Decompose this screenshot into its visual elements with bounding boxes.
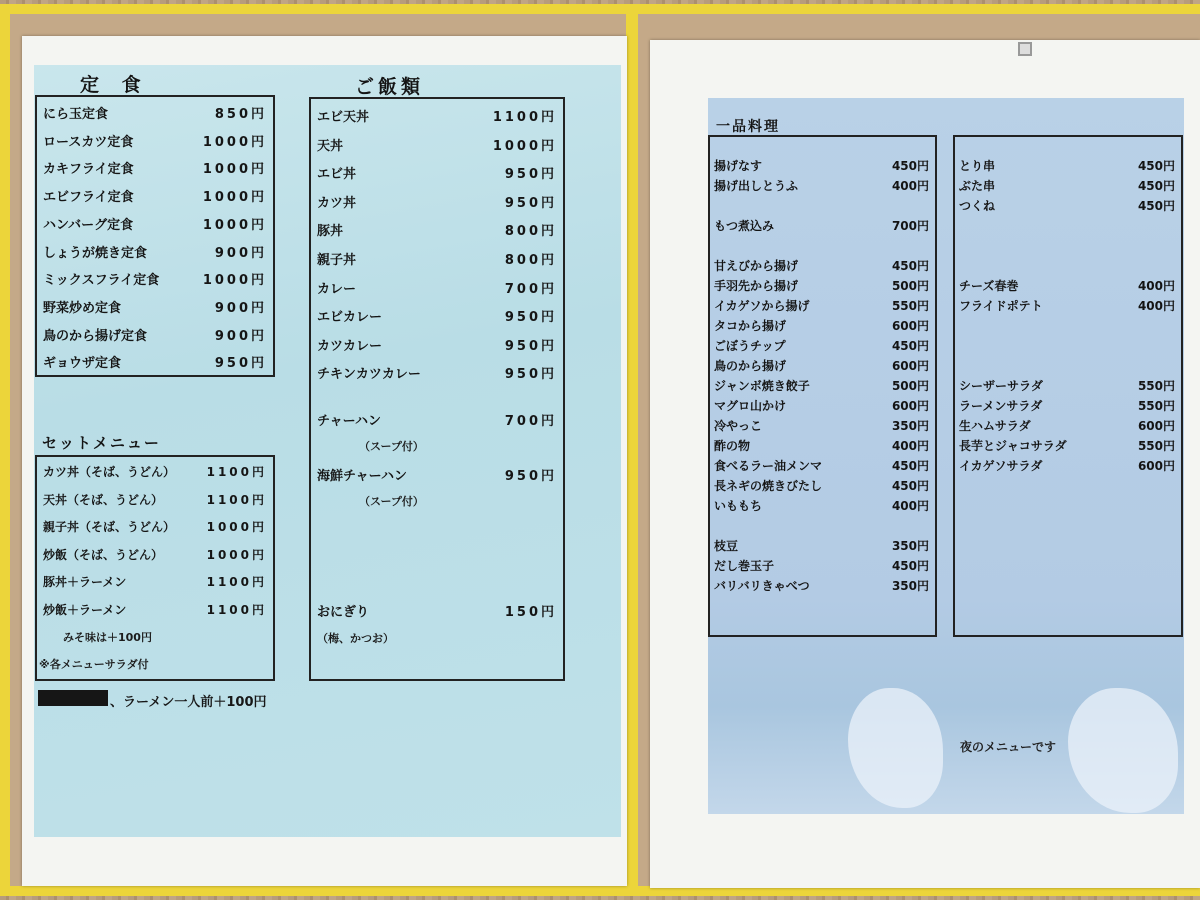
menu-item	[317, 278, 557, 297]
menu-item-name: 甘えびから揚げ	[714, 259, 799, 273]
teishoku-box	[35, 95, 275, 377]
menu-item	[317, 335, 557, 354]
menu-item-price: 1100円	[492, 110, 557, 125]
menu-item	[43, 269, 267, 288]
menu-item	[317, 163, 557, 182]
menu-item	[714, 537, 929, 554]
menu-item-price: 550円	[1137, 399, 1175, 413]
menu-item-price: 1000円	[206, 520, 267, 535]
menu-item-price: 600円	[891, 319, 929, 333]
menu-item	[714, 457, 929, 474]
water-stain	[848, 688, 943, 808]
menu-item-price: 950円	[504, 469, 557, 484]
menu-item-price: 950円	[214, 356, 267, 372]
menu-item-name: 天丼	[317, 138, 344, 154]
menu-item-name: いももち	[714, 499, 763, 513]
menu-item-name: ぶた串	[959, 179, 996, 193]
menu-item	[714, 437, 929, 454]
menu-item-price: 150円	[504, 605, 557, 620]
menu-item-price: 400円	[891, 499, 929, 513]
menu-note: （スープ付）	[359, 440, 424, 453]
menu-note: みそ味は＋100円	[63, 631, 152, 644]
menu-item	[317, 306, 557, 325]
menu-item-price: 900円	[214, 300, 267, 316]
menu-note: ※各メニューサラダ付	[39, 658, 149, 671]
gohan-box	[309, 97, 565, 681]
menu-item	[959, 397, 1175, 414]
gohan-heading: ご飯類	[355, 76, 425, 98]
menu-item-name: 枝豆	[714, 539, 739, 553]
set-menu-heading: セットメニュー	[42, 434, 161, 452]
menu-item-name: イカゲソから揚げ	[714, 299, 810, 313]
menu-item-name: 鳥のから揚げ定食	[43, 328, 148, 344]
menu-item-name: 揚げなす	[714, 159, 763, 173]
menu-item-name: エビカレー	[317, 310, 383, 326]
menu-item-price: 1000円	[202, 134, 267, 150]
menu-item	[43, 601, 267, 618]
menu-item	[43, 491, 267, 508]
set-menu-box	[35, 455, 275, 681]
menu-item-name: 炒飯（そば、うどん）	[43, 547, 164, 562]
menu-item	[714, 477, 929, 494]
ippin-left-box	[708, 135, 937, 637]
menu-item	[959, 437, 1175, 454]
menu-item-name: しょうが焼き定食	[43, 245, 148, 261]
menu-item-price: 450円	[891, 459, 929, 473]
menu-item-price: 450円	[1137, 159, 1175, 173]
menu-note: （スープ付）	[359, 495, 424, 508]
menu-item-name: エビ丼	[317, 167, 357, 183]
menu-item	[43, 518, 267, 535]
menu-item-name: ロースカツ定食	[43, 134, 134, 150]
tape-mark	[1018, 42, 1032, 56]
menu-item-name: ミックスフライ定食	[43, 273, 160, 289]
menu-item-name: 揚げ出しとうふ	[714, 179, 799, 193]
menu-item	[959, 177, 1175, 194]
menu-item-price: 1000円	[492, 138, 557, 154]
menu-item-name: ハンバーグ定食	[43, 217, 134, 233]
ippin-heading: 一品料理	[716, 119, 780, 135]
menu-item-price: 600円	[1137, 459, 1175, 473]
menu-item-price: 550円	[891, 299, 929, 313]
menu-item-price: 1100円	[206, 575, 267, 590]
menu-item-name: 手羽先から揚げ	[714, 279, 799, 293]
menu-item-name: エビフライ定食	[43, 190, 134, 206]
menu-item	[959, 457, 1175, 474]
menu-item-price: 850円	[214, 107, 267, 122]
menu-item	[959, 277, 1175, 294]
menu-item	[959, 197, 1175, 214]
menu-item	[43, 463, 267, 480]
menu-item-price: 900円	[214, 328, 267, 344]
menu-item-price: 500円	[891, 279, 929, 293]
menu-item	[317, 601, 557, 620]
water-stain	[1068, 688, 1178, 813]
menu-item-name: 天丼（そば、うどん）	[43, 492, 164, 507]
menu-item	[714, 257, 929, 274]
menu-item-price: 550円	[1137, 439, 1175, 453]
menu-item-price: 1100円	[206, 603, 267, 617]
menu-item-price: 1100円	[206, 492, 267, 507]
menu-item-price: 350円	[891, 539, 929, 553]
menu-item	[714, 337, 929, 354]
menu-item	[317, 465, 557, 484]
menu-item	[43, 573, 267, 590]
menu-item-price: 400円	[1137, 299, 1175, 313]
menu-item	[959, 297, 1175, 314]
menu-item-name: イカゲソサラダ	[959, 459, 1043, 473]
menu-item-name: ジャンボ焼き餃子	[714, 379, 810, 393]
menu-item-price: 450円	[891, 479, 929, 493]
menu-item	[714, 577, 929, 594]
menu-item	[43, 297, 267, 316]
menu-item-price: 400円	[891, 179, 929, 193]
menu-item-name: バリバリきゃべつ	[714, 579, 810, 593]
menu-item	[714, 357, 929, 374]
menu-item-name: チャーハン	[317, 414, 381, 429]
menu-item	[43, 242, 267, 261]
menu-item-name: カツ丼（そば、うどん）	[43, 465, 176, 479]
menu-item-name: 豚丼	[317, 224, 344, 240]
menu-item	[959, 157, 1175, 174]
menu-item-name: タコから揚げ	[714, 319, 787, 333]
menu-item-price: 450円	[891, 559, 929, 573]
menu-item-name: シーザーサラダ	[959, 379, 1043, 393]
menu-item-name: つくね	[959, 199, 996, 213]
menu-item-name: 酢の物	[714, 439, 751, 453]
menu-item-name: ギョウザ定食	[43, 356, 122, 372]
menu-item	[959, 417, 1175, 434]
menu-item-name: 親子丼（そば、うどん）	[43, 520, 176, 535]
menu-item-price: 1000円	[202, 162, 267, 178]
menu-item-name: 海鮮チャーハン	[317, 469, 407, 484]
menu-item-price: 600円	[1137, 419, 1175, 433]
menu-item	[714, 217, 929, 234]
menu-item	[43, 546, 267, 563]
menu-item	[714, 157, 929, 174]
menu-item	[317, 249, 557, 268]
menu-item	[714, 497, 929, 514]
menu-item	[317, 410, 557, 429]
menu-item-name: ラーメンサラダ	[959, 399, 1043, 413]
menu-item-name: 豚丼＋ラーメン	[43, 575, 127, 590]
menu-item-price: 900円	[214, 245, 267, 261]
menu-item	[43, 131, 267, 150]
menu-note: （梅、かつお）	[317, 632, 394, 645]
menu-item-price: 700円	[891, 219, 929, 233]
menu-item	[317, 135, 557, 154]
menu-item-name: 野菜炒め定食	[43, 300, 122, 316]
menu-item-name: 鳥のから揚げ	[714, 359, 787, 373]
menu-item-name: おにぎり	[317, 605, 370, 620]
menu-item-name: とり串	[959, 159, 996, 173]
menu-item-price: 400円	[891, 439, 929, 453]
menu-item	[714, 297, 929, 314]
menu-item-name: カツ丼	[317, 195, 357, 211]
menu-item	[317, 220, 557, 239]
menu-item	[714, 317, 929, 334]
menu-item-price: 1000円	[202, 217, 267, 233]
menu-item	[714, 377, 929, 394]
menu-item-name: もつ煮込み	[714, 219, 775, 233]
menu-item-price: 450円	[1137, 179, 1175, 193]
menu-item	[43, 352, 267, 371]
redaction-bar	[38, 690, 108, 706]
menu-item-name: ごぼうチップ	[714, 339, 786, 353]
menu-item-price: 450円	[891, 259, 929, 273]
menu-item	[317, 363, 557, 382]
menu-item-name: 炒飯＋ラーメン	[43, 603, 127, 617]
menu-item-name: 長芋とジャコサラダ	[959, 439, 1067, 453]
menu-item-name: 冷やっこ	[714, 419, 763, 433]
menu-item-price: 1000円	[202, 273, 267, 289]
menu-item-price: 950円	[504, 167, 557, 183]
menu-item-name: カレー	[317, 281, 357, 297]
menu-item	[714, 557, 929, 574]
menu-item-price: 350円	[891, 419, 929, 433]
menu-item	[959, 377, 1175, 394]
menu-item	[43, 325, 267, 344]
ramen-extra-note: 、ラーメン一人前＋100円	[110, 695, 267, 710]
menu-item-price: 350円	[891, 579, 929, 593]
menu-item-name: だし巻玉子	[714, 559, 775, 573]
menu-item	[714, 417, 929, 434]
menu-item	[714, 177, 929, 194]
menu-item-price: 450円	[891, 159, 929, 173]
ippin-right-box	[953, 135, 1183, 637]
teishoku-heading: 定 食	[80, 74, 149, 96]
menu-item-name: 親子丼	[317, 253, 357, 268]
menu-item-price: 1100円	[206, 465, 267, 479]
night-menu-note: 夜のメニューです	[960, 740, 1057, 754]
menu-item	[43, 158, 267, 177]
menu-item-name: 長ネギの焼きびたし	[714, 479, 823, 493]
menu-item-price: 1000円	[206, 547, 267, 562]
menu-item	[43, 186, 267, 205]
menu-item-name: エビ天丼	[317, 110, 370, 125]
menu-item-name: カキフライ定食	[43, 162, 134, 178]
menu-item-name: チキンカツカレー	[317, 367, 421, 383]
menu-item-price: 800円	[504, 224, 557, 240]
menu-item	[714, 277, 929, 294]
menu-item-price: 600円	[891, 399, 929, 413]
menu-item-name: カツカレー	[317, 338, 383, 354]
menu-item-name: にら玉定食	[43, 107, 109, 122]
menu-item-price: 450円	[891, 339, 929, 353]
menu-item-name: フライドポテト	[959, 299, 1043, 313]
menu-item	[317, 192, 557, 211]
menu-item-price: 950円	[504, 338, 557, 354]
menu-item-name: 食べるラー油メンマ	[714, 459, 823, 473]
menu-item-price: 950円	[504, 367, 557, 383]
menu-item	[43, 214, 267, 233]
menu-item-price: 800円	[504, 253, 557, 268]
menu-item	[43, 103, 267, 122]
menu-item-price: 600円	[891, 359, 929, 373]
menu-item-price: 550円	[1137, 379, 1175, 393]
menu-item-price: 450円	[1137, 199, 1175, 213]
menu-item-name: 生ハムサラダ	[959, 419, 1031, 433]
menu-item	[317, 106, 557, 125]
menu-item	[714, 397, 929, 414]
menu-item-price: 700円	[504, 414, 557, 429]
menu-item-price: 700円	[504, 281, 557, 297]
menu-item-price: 950円	[504, 195, 557, 211]
menu-item-price: 950円	[504, 310, 557, 326]
menu-item-name: マグロ山かけ	[714, 399, 787, 413]
menu-item-price: 400円	[1137, 279, 1175, 293]
menu-item-price: 500円	[891, 379, 929, 393]
menu-item-name: チーズ春巻	[959, 279, 1019, 293]
menu-item-price: 1000円	[202, 190, 267, 206]
